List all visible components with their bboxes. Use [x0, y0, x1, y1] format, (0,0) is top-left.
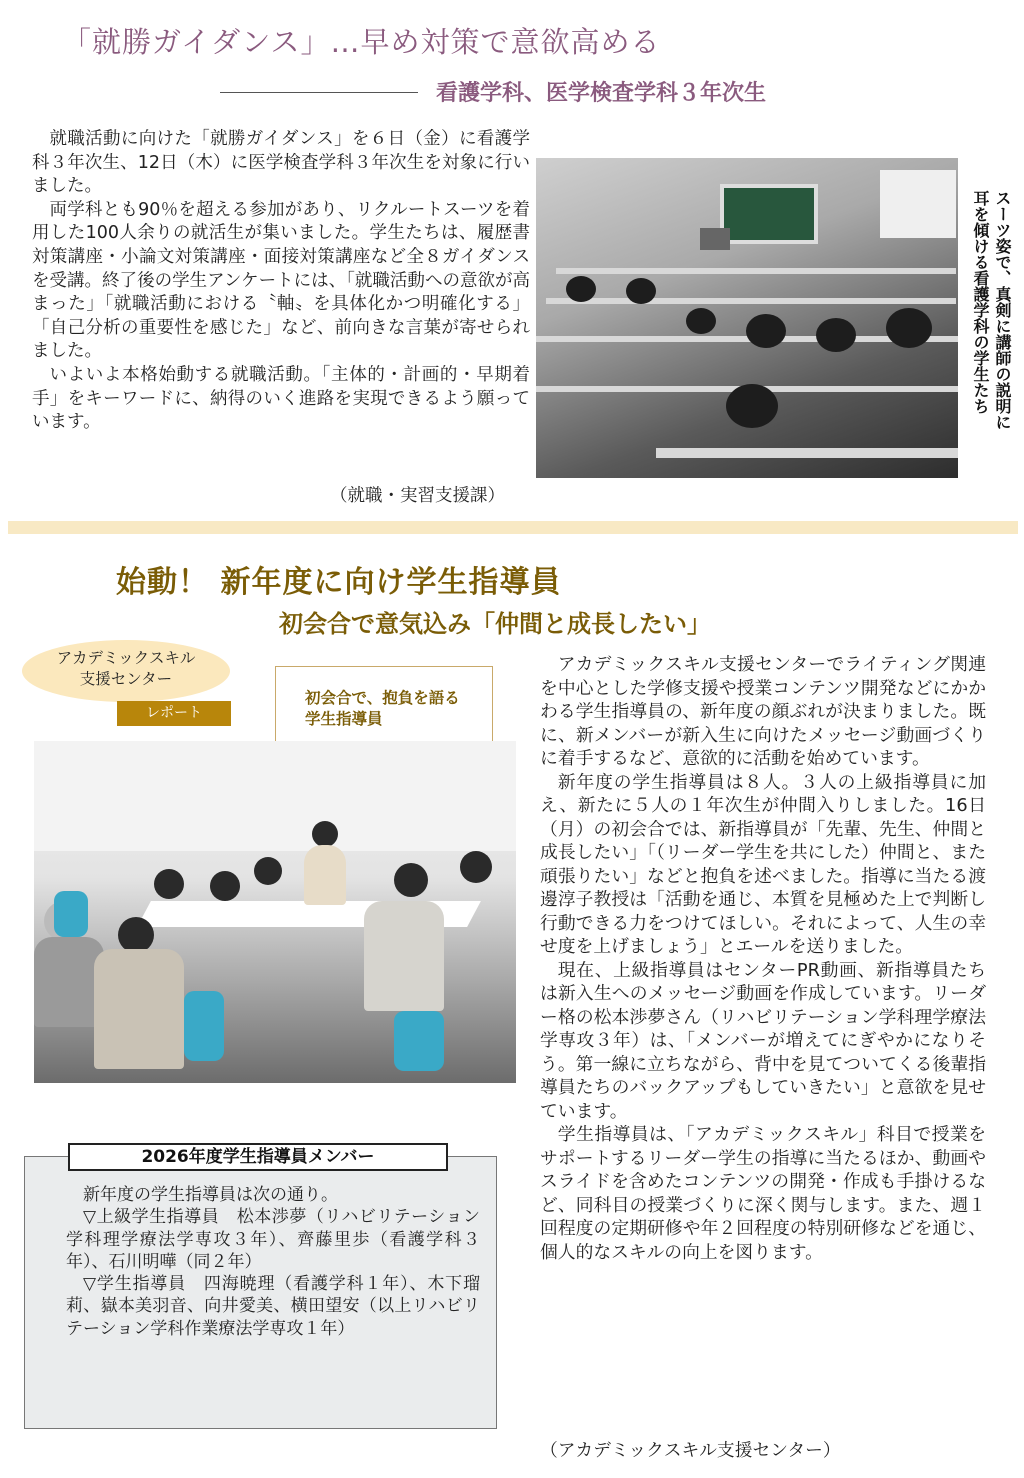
seated-person-body [364, 901, 444, 1011]
seated-person [394, 863, 428, 897]
article2-paragraph: アカデミックスキル支援センターでライティング関連を中心とした学修支援や授業コンテンツ開発などにかかわる学生指導員の、新年度の顔ぶれが決まりました。既に、新メンバーが新入生に向けたメッセージ動画づくりに着手するなど、意欲的に活動を始めています。 [540, 654, 986, 769]
article1-paragraph: 就職活動に向けた「就勝ガイダンス」を６日（金）に看護学科３年次生、12日（木）に医学検査学科３年次生を対象に行いました。 [32, 129, 530, 197]
desk-row [656, 448, 958, 458]
members-paragraph: 新年度の学生指導員は次の通り。 [83, 1185, 338, 1205]
article2-paragraph: 現在、上級指導員はセンターPR動画、新指導員たちは新入生へのメッセージ動画を作成しています。リーダー格の松本渉夢さん（リハビリテーション学科理学療法学専攻３年）は、「メンバーが増えてにぎやかになりそう。第一線に立ちながら、背中を見てついてくる後輩指導員たちのバックアップもしていきたい」と意欲を見せています。 [540, 959, 986, 1122]
seated-person [210, 871, 240, 901]
chair [184, 991, 224, 1061]
lecture-hall-photo [536, 158, 958, 478]
blackboard [720, 184, 818, 244]
photo1-caption-line2: 耳を傾ける看護学科の学生たち [971, 190, 990, 414]
student-head [886, 308, 932, 348]
student-head [726, 384, 778, 428]
projection-screen [880, 170, 956, 238]
lectern [700, 228, 730, 250]
student-head [626, 278, 656, 304]
article1-subtitle: 看護学科、医学検査学科３年次生 [436, 81, 767, 106]
members-title: 2026年度学生指導員メンバー [68, 1143, 448, 1171]
article2-body [540, 653, 986, 1264]
student-head [816, 318, 856, 352]
chair [394, 1011, 444, 1071]
room-wall [34, 741, 516, 851]
section-divider [8, 521, 1018, 534]
seated-person [460, 851, 492, 883]
center-badge-label: アカデミックスキル 支援センター [56, 649, 196, 688]
seated-person [254, 857, 282, 885]
photo2-caption: 初会合で、抱負を語る 学生指導員 [305, 689, 460, 728]
chair [54, 891, 88, 937]
members-paragraph: ▽学生指導員 四海暁理（看護学科１年）、木下瑠莉、嶽本美羽音、向井愛美、横田望安（以上リハビリテーション学科作業療法学専攻１年） [66, 1274, 480, 1339]
article2-subtitle: 初会合で意気込み「仲間と成長したい」 [279, 610, 711, 638]
report-label: レポート [117, 701, 231, 726]
photo1-caption-line1: スーツ姿で、真剣に講師の説明に [993, 190, 1012, 430]
standing-speaker [312, 821, 338, 847]
subtitle-rule [220, 92, 418, 93]
desk-row [546, 298, 956, 304]
seated-person [118, 917, 154, 953]
student-head [746, 314, 786, 348]
student-head [686, 308, 716, 334]
article2-paragraph: 学生指導員は、「アカデミックスキル」科目で授業をサポートするリーダー学生の指導に当たるほか、動画やスライドを含めたコンテンツの開発・作成も手掛けるなど、同科目の授業づくりに深く関与します。また、週１回程度の定期研修や年２回程度の特別研修などを通じ、個人的なスキルの向上を図ります。 [540, 1124, 986, 1263]
speaker-body [304, 845, 346, 905]
article1-signature: （就職・実習支援課） [330, 486, 505, 506]
members-list [66, 1184, 480, 1340]
desk-row [556, 268, 956, 274]
article1-paragraph: 両学科とも90％を超える参加があり、リクルートスーツを着用した100人余りの就活生が集いました。学生たちは、履歴書対策講座・小論文対策講座・面接対策講座など全８ガイダンスを受講。終了後の学生アンケートには、「就職活動への意欲が高まった」「就職活動における〝軸〟を具体化かつ明確化する」「自己分析の重要性を感じた」など、前向きな言葉が寄せられました。 [32, 199, 530, 362]
meeting-photo [34, 741, 516, 1083]
article1-paragraph: いよいよ本格始動する就職活動。「主体的・計画的・早期着手」をキーワードに、納得のいく進路を実現できるよう願っています。 [32, 364, 530, 433]
article2-signature: （アカデミックスキル支援センター） [540, 1440, 841, 1461]
seated-person-body [94, 949, 184, 1069]
seated-person [154, 869, 184, 899]
article2-paragraph: 新年度の学生指導員は８人。３人の上級指導員に加え、新たに５人の１年次生が仲間入りしました。16日（月）の初会合では、新指導員が「先輩、先生、仲間と成長したい」「（リーダー学生を共にした）仲間と、また頑張りたい」などと抱負を述べました。指導に当たる渡邊淳子教授は「活動を通じ、本質を見極めた上で判断し行動できる力をつけてほしい。それによって、人生の幸せ度を上げましょう」とエールを送りました。 [540, 771, 986, 957]
article1-title: 「就勝ガイダンス」…早め対策で意欲高める [62, 25, 661, 59]
members-paragraph: ▽上級学生指導員 松本渉夢（リハビリテーション学科理学療法学専攻３年）、齊藤里歩（看護学科３年）、石川明嘩（同２年） [66, 1207, 480, 1272]
student-head [566, 276, 596, 302]
article2-title: 始動！ 新年度に向け学生指導員 [116, 565, 562, 600]
article1-body [32, 128, 530, 435]
